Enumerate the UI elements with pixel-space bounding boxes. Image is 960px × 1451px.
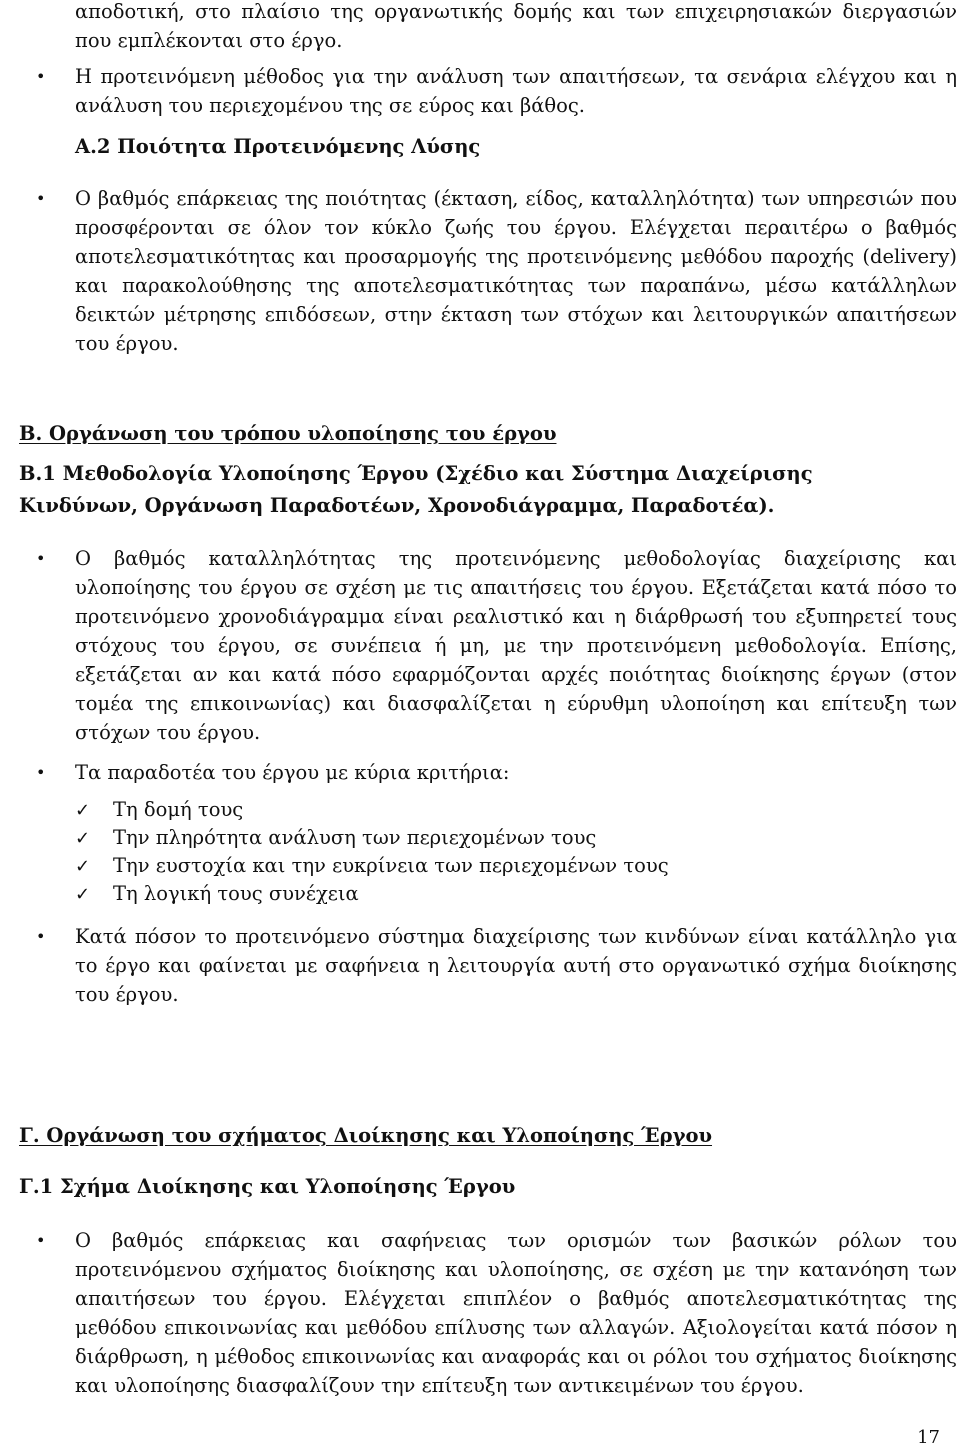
heading-b: Β. Οργάνωση του τρόπου υλοποίησης του έργου [19,422,557,445]
b1-bullet2-text: Τα παραδοτέα του έργου με κύρια κριτήρια: [75,761,510,784]
checklist-item: ✓ Την ευστοχία και την ευκρίνεια των περιεχομένων τους [75,851,669,881]
bullet-icon: • [36,763,46,782]
bullet-icon: • [36,189,46,208]
checkmark-icon: ✓ [75,884,91,905]
checklist-item: ✓ Τη λογική τους συνέχεια [75,879,359,909]
g1-bullet-text: Ο βαθμός επάρκειας και σαφήνειας των ορισμών των βασικών ρόλων του προτεινόμενου σχήματος διοίκησης και υλοποίησης, σε σχέση με την κατανόηση των απαιτήσεων του έργου. Ελέγχεται επιπλέον ο βαθμός αποτελεσματικότητας της μεθόδου επικοινωνίας και μεθόδου επίλυσης των αλλαγών. Αξιολογείται κατά πόσον η διάρθρωση, η μέθοδος επικοινωνίας και αναφοράς και οι ρόλοι του σχήματος διοίκησης και υλοποίησης διασφαλίζουν την επίτευξη των αντικειμένων του έργου. [75,1229,957,1397]
b1-bullet1-text: Ο βαθμός καταλληλότητας της προτεινόμενης μεθοδολογίας διαχείρισης και υλοποίησης του έργου σε σχέση με τις απαιτήσεις του έργου. Εξετάζεται κατά πόσο το προτεινόμενο χρονοδιάγραμμα είναι ρεαλιστικό και η διάρθρωσή του εξυπηρετεί τους στόχους του έργου, σε συνέπεια ή μη, με την προτεινόμενη μεθοδολογία. Επίσης, εξετάζεται αν και κατά πόσο εφαρμόζονται αρχές ποιότητας διοίκησης έργων (στον τομέα της επικοινωνίας) και διασφαλίζεται η εύρυθμη υλοποίηση και επίτευξη των στόχων του έργου. [75,547,957,744]
heading-a2: Α.2 Ποιότητα Προτεινόμενης Λύσης [75,135,481,158]
bullet-icon: • [36,67,46,86]
heading-g1: Γ.1 Σχήμα Διοίκησης και Υλοποίησης Έργου [19,1175,516,1198]
b1-bullet3-text: Κατά πόσον το προτεινόμενο σύστημα διαχείρισης των κινδύνων είναι κατάλληλο για το έργο και φαίνεται με σαφήνεια η λειτουργία αυτή στο οργανωτικό σχήμα διοίκησης του έργου. [75,925,957,1006]
intro-continuation: αποδοτική, στο πλαίσιο της οργανωτικής δομής και των επιχειρησιακών διεργασιών που εμπλέκονται στο έργο. [75,0,957,52]
heading-g: Γ. Οργάνωση του σχήματος Διοίκησης και Υλοποίησης Έργου [19,1124,713,1147]
a2-bullet-text: Ο βαθμός επάρκειας της ποιότητας (έκταση, είδος, καταλληλότητα) των υπηρεσιών που προσφέρονται σε όλον τον κύκλο ζωής του έργου. Ελέγχεται περαιτέρω ο βαθμός αποτελεσματικότητας και προσαρμογής της προτεινόμενης μεθόδου παροχής (delivery) και παρακολούθησης της αποτελεσματικότητας των παραπάνω, μέσω κατάλληλων δεικτών μέτρησης επιδόσεων, στην έκταση των στόχων και λειτουργικών απαιτήσεων του έργου. [75,187,957,355]
bullet-icon: • [36,549,46,568]
bullet-icon: • [36,1231,46,1250]
page-number: 17 [917,1427,940,1448]
heading-b1-line1: Β.1 Μεθοδολογία Υλοποίησης Έργου (Σχέδιο και Σύστημα Διαχείρισης [19,462,813,485]
checkmark-icon: ✓ [75,828,91,849]
checkmark-icon: ✓ [75,856,91,877]
checkmark-icon: ✓ [75,800,91,821]
intro-bullet-text: Η προτεινόμενη μέθοδος για την ανάλυση των απαιτήσεων, τα σενάρια ελέγχου και η ανάλυση του περιεχομένου της σε εύρος και βάθος. [75,65,957,117]
checklist-item: ✓ Τη δομή τους [75,795,243,825]
heading-b1-line2: Κινδύνων, Οργάνωση Παραδοτέων, Χρονοδιάγραμμα, Παραδοτέα). [19,494,775,517]
bullet-icon: • [36,927,46,946]
checklist-item: ✓ Την πληρότητα ανάλυση των περιεχομένων τους [75,823,596,853]
